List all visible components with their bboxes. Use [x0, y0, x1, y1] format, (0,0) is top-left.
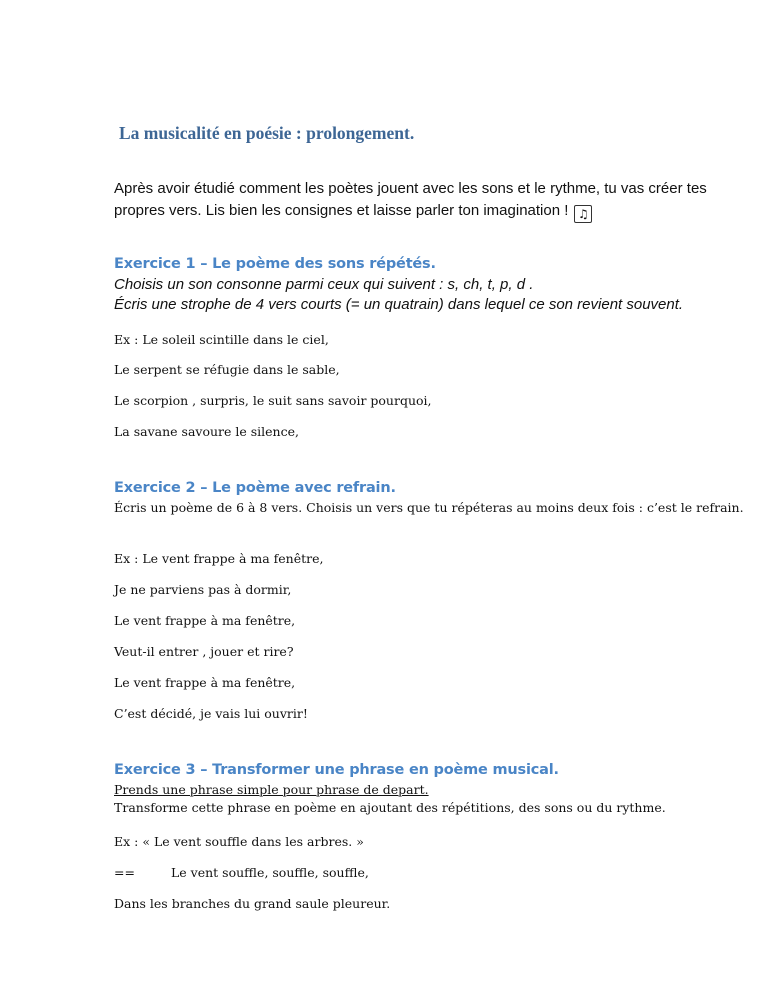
page-title: La musicalité en poésie : prolongement. [119, 123, 415, 143]
exercise-1-example-line: Ex : Le soleil scintille dans le ciel, [114, 332, 329, 347]
exercise-2-example-line: Ex : Le vent frappe à ma fenêtre, [114, 551, 324, 566]
exercise-1-instruction-1: Choisis un son consonne parmi ceux qui suivent : s, ch, t, p, d . [114, 276, 534, 293]
exercise-3-result-line-2: Dans les branches du grand saule pleureur. [114, 896, 391, 911]
exercise-2-example-line: Le vent frappe à ma fenêtre, [114, 613, 296, 628]
exercise-3-instruction-1: Prends une phrase simple pour phrase de depart. [114, 782, 429, 797]
exercise-1-example-line: Le serpent se réfugie dans le sable, [114, 362, 340, 377]
exercise-1-example-line: Le scorpion , surpris, le suit sans savoir pourquoi, [114, 393, 432, 408]
exercise-3-example: Ex : « Le vent souffle dans les arbres. » [114, 834, 364, 849]
exercise-2-instruction: Écris un poème de 6 à 8 vers. Choisis un vers que tu répéteras au moins deux fois : c’est le refrain. [114, 500, 744, 515]
exercise-3-result-line-1: Le vent souffle, souffle, souffle, [171, 865, 369, 880]
exercise-2-example-line: C’est décidé, je vais lui ouvrir! [114, 706, 308, 721]
exercise-1-example-line: La savane savoure le silence, [114, 424, 299, 439]
exercise-3-heading: Exercice 3 – Transformer une phrase en poème musical. [114, 762, 559, 778]
exercise-1-heading: Exercice 1 – Le poème des sons répétés. [114, 256, 436, 272]
exercise-3-arrow: == [114, 865, 135, 880]
exercise-2-example-line: Veut-il entrer , jouer et rire? [114, 644, 294, 659]
exercise-3-instruction-2: Transforme cette phrase en poème en ajoutant des répétitions, des sons ou du rythme. [114, 800, 666, 815]
exercise-1-instruction-2: Écris une strophe de 4 vers courts (= un quatrain) dans lequel ce son revient souvent. [114, 296, 684, 313]
intro-line-1: Après avoir étudié comment les poètes jouent avec les sons et le rythme, tu vas créer tes [114, 180, 707, 197]
exercise-2-example-line: Je ne parviens pas à dormir, [114, 582, 292, 597]
intro-line-2-text: propres vers. Lis bien les consignes et laisse parler ton imagination ! [114, 202, 569, 219]
intro-line-2 [114, 202, 592, 223]
exercise-2-heading: Exercice 2 – Le poème avec refrain. [114, 480, 396, 496]
exercise-2-example-line: Le vent frappe à ma fenêtre, [114, 675, 296, 690]
music-note-icon: ♫ [574, 205, 592, 223]
